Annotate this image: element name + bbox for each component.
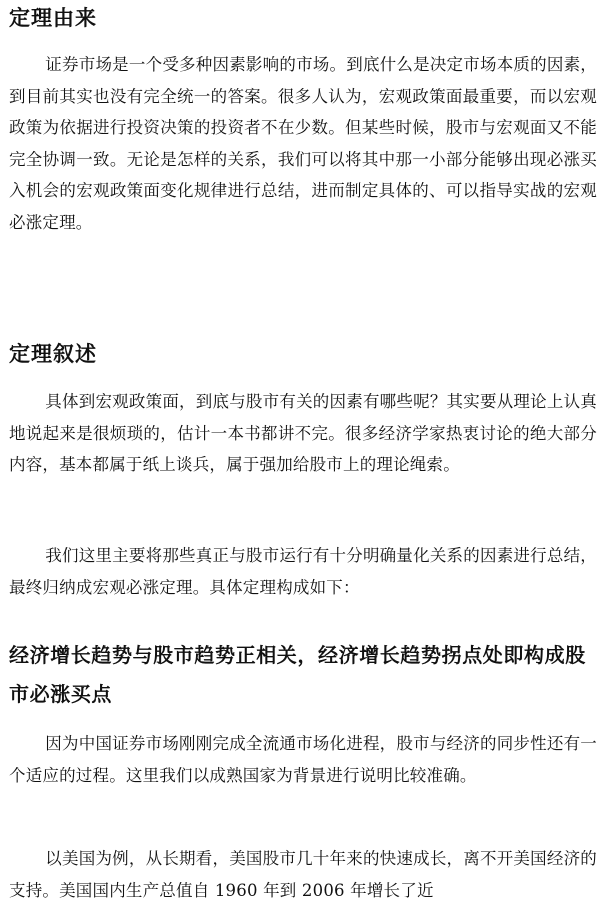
growth-paragraph-1: 因为中国证券市场刚刚完成全流通市场化进程，股市与经济的同步性还有一个适应的过程。这里我们以成熟国家为背景进行说明比较准确。: [9, 734, 597, 785]
statement-paragraph-2: 我们这里主要将那些真正与股市运行有十分明确量化关系的因素进行总结，最终归纳成宏观必涨定理。具体定理构成如下：: [9, 546, 597, 597]
section-heading-statement: 定理叙述: [9, 342, 97, 366]
statement-paragraph-1: 具体到宏观政策面，到底与股市有关的因素有哪些呢？其实要从理论上认真地说起来是很烦琐的，估计一本书都讲不完。很多经济学家热衷讨论的绝大部分内容，基本都属于纸上谈兵，属于强加给股市上的理论绳索。: [9, 392, 597, 474]
growth-paragraph-2: 以美国为例，从长期看，美国股市几十年来的快速成长，离不开美国经济的支持。美国国内生产总值自 1960 年到 2006 年增长了近: [9, 849, 597, 900]
section-heading-growth-trend: 经济增长趋势与股市趋势正相关，经济增长趋势拐点处即构成股市必涨买点: [9, 643, 586, 706]
section-heading-origin: 定理由来: [9, 6, 97, 30]
origin-paragraph: 证券市场是一个受多种因素影响的市场。到底什么是决定市场本质的因素，到目前其实也没有完全统一的答案。很多人认为，宏观政策面最重要，而以宏观政策为依据进行投资决策的投资者不在少数。但某些时候，股市与宏观面又不能完全协调一致。无论是怎样的关系，我们可以将其中那一小部分能够出现必涨买入机会的宏观政策面变化规律进行总结，进而制定具体的、可以指导实战的宏观必涨定理。: [9, 55, 597, 232]
